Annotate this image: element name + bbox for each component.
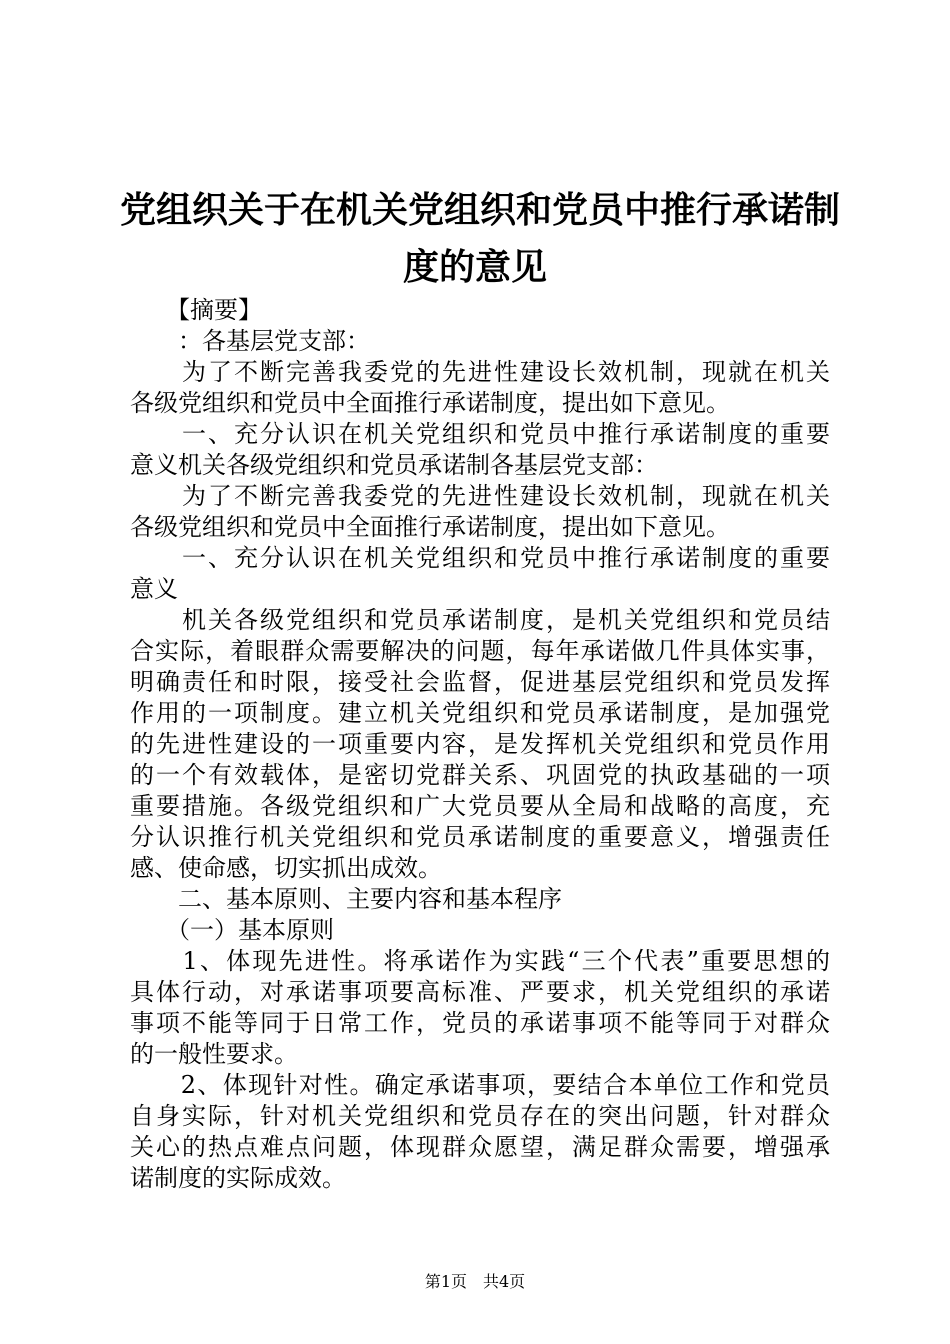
body-line: 机关各级党组织和党员承诺制度，是机关党组织和党员结	[130, 606, 830, 634]
body-line: 各级党组织和党员中全面推行承诺制度，提出如下意见。	[130, 513, 730, 541]
body-line: 二、基本原则、主要内容和基本程序	[130, 885, 562, 913]
body-line: 合实际，着眼群众需要解决的问题，每年承诺做几件具体实事，	[130, 637, 830, 665]
body-line: 各级党组织和党员中全面推行承诺制度，提出如下意见。	[130, 389, 730, 417]
document-body	[130, 295, 830, 1194]
body-line: 1、体现先进性。将承诺作为实践“三个代表”重要思想的	[130, 947, 830, 975]
body-line: 的一般性要求。	[130, 1040, 298, 1068]
document-title-line-1: 党组织关于在机关党组织和党员中推行承诺制	[120, 189, 841, 231]
body-line: 【摘要】	[130, 296, 262, 324]
body-line: 重要措施。各级党组织和广大党员要从全局和战略的高度，充	[130, 792, 830, 820]
body-line: 一、充分认识在机关党组织和党员中推行承诺制度的重要	[130, 420, 830, 448]
body-line: 分认识推行机关党组织和党员承诺制度的重要意义，增强责任	[130, 823, 830, 851]
body-line: 2、体现针对性。确定承诺事项，要结合本单位工作和党员	[130, 1071, 830, 1099]
body-line: 意义机关各级党组织和党员承诺制各基层党支部：	[130, 451, 658, 479]
body-line: 为了不断完善我委党的先进性建设长效机制，现就在机关	[130, 482, 830, 510]
body-line: 事项不能等同于日常工作，党员的承诺事项不能等同于对群众	[130, 1009, 830, 1037]
body-line: 的先进性建设的一项重要内容，是发挥机关党组织和党员作用	[130, 730, 830, 758]
body-line: 意义	[130, 575, 178, 603]
body-line: 作用的一项制度。建立机关党组织和党员承诺制度，是加强党	[130, 699, 830, 727]
body-line: 明确责任和时限，接受社会监督，促进基层党组织和党员发挥	[130, 668, 830, 696]
body-line: ：各基层党支部：	[130, 327, 370, 355]
body-line: 的一个有效载体，是密切党群关系、巩固党的执政基础的一项	[130, 761, 830, 789]
body-line: 一、充分认识在机关党组织和党员中推行承诺制度的重要	[130, 544, 830, 572]
page-footer: 第1页 共4页	[424, 1272, 526, 1291]
body-line: 为了不断完善我委党的先进性建设长效机制，现就在机关	[130, 358, 830, 386]
body-line: 诺制度的实际成效。	[130, 1164, 346, 1192]
body-line: 具体行动，对承诺事项要高标准、严要求，机关党组织的承诺	[130, 978, 830, 1006]
body-line: 感、使命感，切实抓出成效。	[130, 854, 442, 882]
document-title-line-2: 度的意见	[402, 246, 547, 288]
body-line: 自身实际，针对机关党组织和党员存在的突出问题，针对群众	[130, 1102, 830, 1130]
body-line: 关心的热点难点问题，体现群众愿望，满足群众需要，增强承	[130, 1133, 830, 1161]
body-line: （一）基本原则	[130, 916, 334, 944]
